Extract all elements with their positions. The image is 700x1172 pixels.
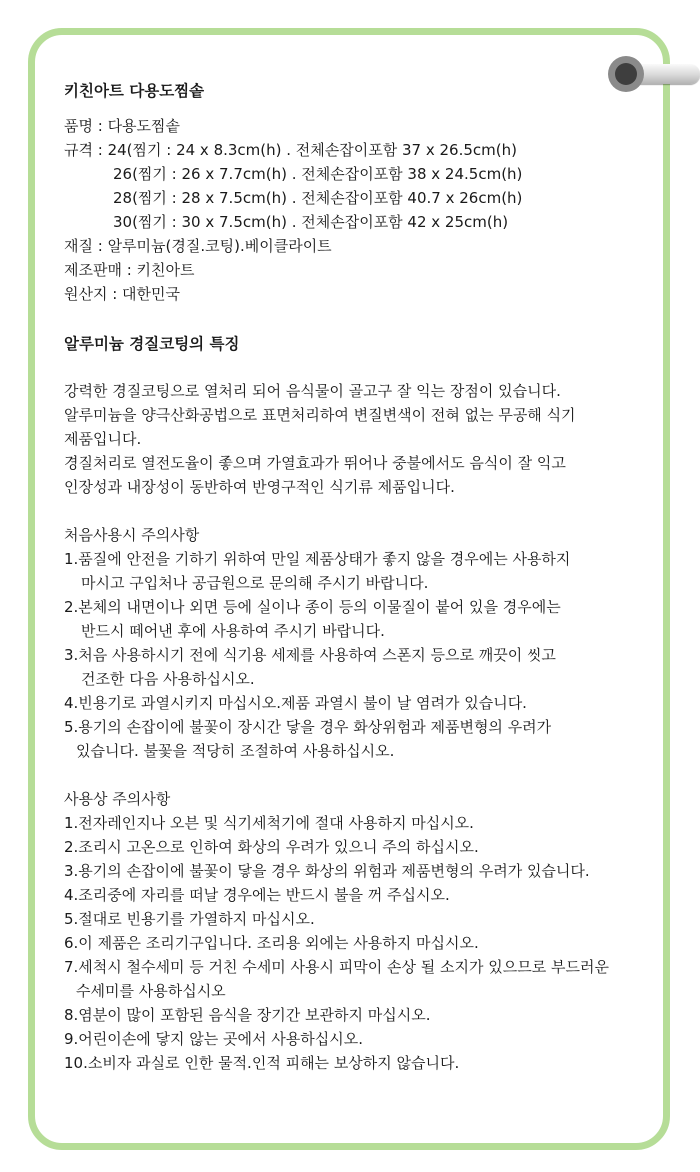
spec-size-24: 규격 : 24(찜기 : 24 x 8.3cm(h) . 전체손잡이포함 37 x 26.5cm(h) (64, 141, 517, 159)
usage-item: 5.절대로 빈용기를 가열하지 마십시오. (64, 910, 315, 928)
usage-item: 3.용기의 손잡이에 불꽃이 닿을 경우 화상의 위험과 제품변형의 우려가 있습니다. (64, 862, 590, 880)
first-use-item: 건조한 다음 사용하십시오. (81, 670, 255, 688)
first-use-item: 5.용기의 손잡이에 불꽃이 장시간 닿을 경우 화상위험과 제품변형의 우려가 (64, 718, 552, 736)
first-use-item: 1.품질에 안전을 기하기 위하여 만일 제품상태가 좋지 않을 경우에는 사용하지 (64, 550, 571, 568)
first-use-item: 반드시 떼어낸 후에 사용하여 주시기 바랍니다. (81, 622, 385, 640)
spec-maker: 제조판매 : 키친아트 (64, 261, 195, 279)
spec-name: 품명 : 다용도찜솥 (64, 117, 181, 135)
first-use-item: 마시고 구입처나 공급원으로 문의해 주시기 바랍니다. (81, 574, 429, 592)
first-use-item: 3.처음 사용하시기 전에 식기용 세제를 사용하여 스폰지 등으로 깨끗이 씻고 (64, 646, 556, 664)
spec-size-30: 30(찜기 : 30 x 7.5cm(h) . 전체손잡이포함 42 x 25cm(h) (113, 213, 509, 231)
usage-item: 수세미를 사용하십시오 (76, 982, 226, 1000)
spec-material: 재질 : 알루미늄(경질.코팅).베이클라이트 (64, 237, 332, 255)
first-use-item: 4.빈용기로 과열시키지 마십시오.제품 과열시 불이 날 염려가 있습니다. (64, 694, 527, 712)
feature-line: 알루미늄을 양극산화공법으로 표면처리하여 변질변색이 전혀 없는 무공해 식기 (64, 406, 576, 424)
feature-line: 경질처리로 열전도율이 좋으며 가열효과가 뛰어나 중불에서도 음식이 잘 익고 (64, 454, 566, 472)
feature-line: 강력한 경질코팅으로 열처리 되어 음식물이 골고구 잘 익는 장점이 있습니다. (64, 382, 561, 400)
first-use-item: 2.본체의 내면이나 외면 등에 실이나 종이 등의 이물질이 붙어 있을 경우에는 (64, 598, 561, 616)
usage-item: 1.전자레인지나 오븐 및 식기세척기에 절대 사용하지 마십시오. (64, 814, 474, 832)
usage-item: 9.어린이손에 닿지 않는 곳에서 사용하십시오. (64, 1030, 363, 1048)
feature-heading: 알루미늄 경질코팅의 특징 (64, 335, 240, 353)
usage-item: 4.조리중에 자리를 떠날 경우에는 반드시 불을 꺼 주십시오. (64, 886, 450, 904)
usage-heading: 사용상 주의사항 (64, 790, 171, 808)
feature-line: 제품입니다. (64, 430, 142, 448)
product-title: 키친아트 다용도찜솥 (64, 82, 205, 100)
usage-item: 2.조리시 고온으로 인하여 화상의 우려가 있으니 주의 하십시오. (64, 838, 479, 856)
usage-item: 8.염분이 많이 포함된 음식을 장기간 보관하지 마십시오. (64, 1006, 431, 1024)
feature-line: 인장성과 내장성이 동반하여 반영구적인 식기류 제품입니다. (64, 478, 455, 496)
usage-item: 7.세척시 철수세미 등 거친 수세미 사용시 피막이 손상 될 소지가 있으므로 부드러운 (64, 958, 609, 976)
product-notice (64, 79, 644, 1075)
spec-origin: 원산지 : 대한민국 (64, 285, 181, 303)
usage-item: 6.이 제품은 조리기구입니다. 조리용 외에는 사용하지 마십시오. (64, 934, 479, 952)
spec-size-28: 28(찜기 : 28 x 7.5cm(h) . 전체손잡이포함 40.7 x 26cm(h) (113, 189, 523, 207)
usage-item: 10.소비자 과실로 인한 물적.인적 피해는 보상하지 않습니다. (64, 1054, 460, 1072)
spec-size-26: 26(찜기 : 26 x 7.7cm(h) . 전체손잡이포함 38 x 24.5cm(h) (113, 165, 523, 183)
first-use-heading: 처음사용시 주의사항 (64, 526, 200, 544)
first-use-item: 있습니다. 불꽃을 적당히 조절하여 사용하십시오. (76, 742, 395, 760)
